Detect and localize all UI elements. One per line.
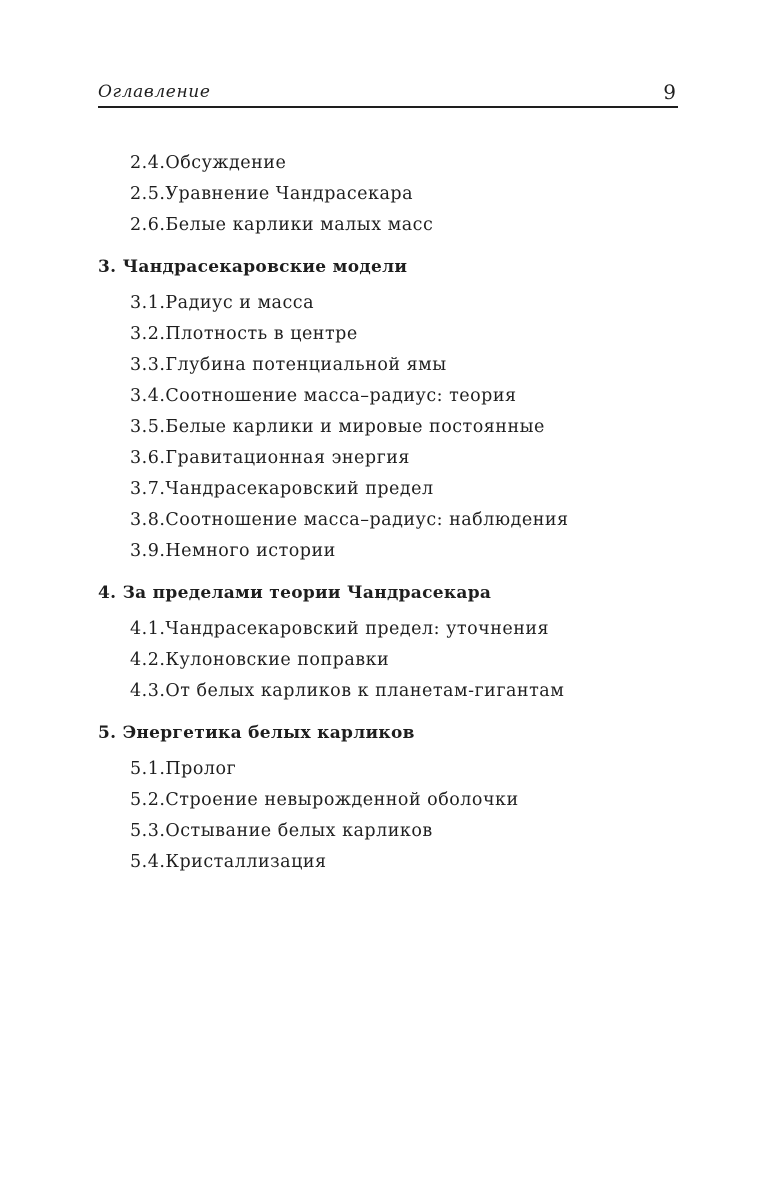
toc-item xyxy=(98,350,698,381)
toc-item-title: Соотношение масса–радиус: наблюдения xyxy=(165,510,569,530)
toc-item-title: Чандрасекаровский предел: уточнения xyxy=(165,619,550,639)
toc-item-title: Белые карлики малых масс xyxy=(165,215,434,235)
toc-chapter-3 xyxy=(98,252,698,567)
toc-item xyxy=(98,381,698,412)
toc-item-number: 3.7. xyxy=(130,479,166,499)
page-number: 9 xyxy=(663,80,676,104)
toc-item xyxy=(98,412,698,443)
toc-item-number: 3.9. xyxy=(130,541,166,561)
toc-item-number: 3.5. xyxy=(130,417,166,437)
toc-item-number: 3.4. xyxy=(130,386,166,406)
toc-item-number: 5.3. xyxy=(130,821,166,841)
toc-item-number: 3.6. xyxy=(130,448,166,468)
toc-item-number: 4.3. xyxy=(130,681,166,701)
toc-item-title: Соотношение масса–радиус: теория xyxy=(165,386,517,406)
toc-item-number: 2.6. xyxy=(130,215,166,235)
chapter-title: 3. Чандрасекаровские модели xyxy=(98,257,408,277)
toc-item-number: 2.4. xyxy=(130,153,166,173)
toc-item-title: Радиус и масса xyxy=(165,293,315,313)
toc-item-title: Глубина потенциальной ямы xyxy=(165,355,447,375)
toc-item xyxy=(98,319,698,350)
toc-item-number: 3.8. xyxy=(130,510,166,530)
toc-item-number: 2.5. xyxy=(130,184,166,204)
toc-item-number: 5.2. xyxy=(130,790,166,810)
toc-item-number: 3.1. xyxy=(130,293,166,313)
toc-item xyxy=(98,754,698,785)
toc-item-number: 3.2. xyxy=(130,324,166,344)
toc-item xyxy=(98,288,698,319)
toc-item-title: Чандрасекаровский предел xyxy=(165,479,434,499)
toc-item-title: Кристаллизация xyxy=(165,852,327,872)
toc-item xyxy=(98,847,698,878)
toc-item xyxy=(98,505,698,536)
toc-item-title: Плотность в центре xyxy=(165,324,358,344)
toc-item-title: Обсуждение xyxy=(165,153,287,173)
toc-item-title: Белые карлики и мировые постоянные xyxy=(165,417,545,437)
toc-item-number: 3.3. xyxy=(130,355,166,375)
toc-item-title: Строение невырожденной оболочки xyxy=(165,790,519,810)
toc-item-title: Остывание белых карликов xyxy=(165,821,433,841)
toc-item xyxy=(98,210,698,241)
toc-item xyxy=(98,474,698,505)
toc-item xyxy=(98,676,698,707)
toc-chapter-5 xyxy=(98,718,698,878)
table-of-contents xyxy=(98,148,698,878)
header-title: Оглавление xyxy=(98,82,211,102)
toc-chapter-4 xyxy=(98,578,698,707)
toc-item xyxy=(98,179,698,210)
toc-item xyxy=(98,148,698,179)
chapter-title: 5. Энергетика белых карликов xyxy=(98,723,415,743)
toc-item xyxy=(98,443,698,474)
toc-item xyxy=(98,645,698,676)
chapter-title: 4. За пределами теории Чандрасекара xyxy=(98,583,492,603)
toc-item-title: Гравитационная энергия xyxy=(165,448,410,468)
toc-item-title: От белых карликов к планетам-гигантам xyxy=(165,681,565,701)
toc-item-title: Кулоновские поправки xyxy=(165,650,390,670)
toc-item xyxy=(98,785,698,816)
running-header xyxy=(98,78,678,108)
toc-item-number: 5.1. xyxy=(130,759,166,779)
toc-item xyxy=(98,614,698,645)
toc-item-title: Уравнение Чандрасекара xyxy=(165,184,414,204)
toc-item-number: 4.2. xyxy=(130,650,166,670)
toc-item-number: 4.1. xyxy=(130,619,166,639)
toc-intro-section xyxy=(98,148,698,241)
toc-item-title: Пролог xyxy=(165,759,237,779)
toc-item-number: 5.4. xyxy=(130,852,166,872)
toc-item xyxy=(98,536,698,567)
toc-item xyxy=(98,816,698,847)
toc-item-title: Немного истории xyxy=(165,541,336,561)
